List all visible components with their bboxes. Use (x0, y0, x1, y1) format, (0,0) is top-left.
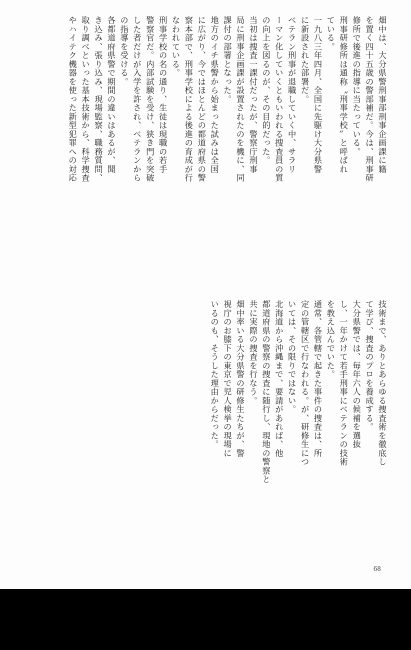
text-line: 当初は捜査一課付だったが、警察庁刑事 (248, 16, 259, 174)
text-line: いては、その限りではない。 (287, 300, 298, 414)
text-line: 察本部で、刑事学校による後進の育成が行 (184, 16, 195, 183)
text-line: を教え込んでいた。 (326, 300, 337, 379)
text-line: て学び、捜査のプロを養成する。 (365, 300, 376, 432)
text-line: 取り調べといった基本技術から、科学捜査 (81, 16, 92, 183)
text-line: した者だけが入学を許され、ベテランから (132, 16, 143, 183)
text-line: に新設された部署だ。 (300, 16, 311, 104)
text-line: し、一年かけて若手刑事にベテランの技術 (339, 300, 350, 467)
text-line: 都道府県の警察の捜査に随行し、現地の警察と (261, 300, 272, 484)
text-line: 修所で後進の指導に当たっている。 (352, 16, 363, 156)
text-line: 地方のイチ県警から始まった試みは全国 (210, 16, 221, 174)
text-line: 一九八三年四月、全国に先駆け大分県警 (313, 16, 324, 174)
text-line: 通常、各管轄で起きた事件の捜査は、所 (313, 300, 324, 458)
text-line: 畑中は、大分県警刑事部刑事企画課に籍 (378, 16, 388, 174)
text-line: 畑中率いる大分県警の研修生たちが、警 (236, 300, 247, 458)
text-line: 技術まで、ありとあらゆる捜査術を徹底し (378, 300, 388, 467)
text-line: 大分県警では、毎年六人の候補を選抜 (352, 300, 363, 449)
text-line: やハイテク機器を使った新型犯罪への対応 (68, 16, 79, 183)
text-line: 刑事研修所は通称〝刑事学校〟と呼ばれ (339, 16, 350, 174)
text-line: 視庁のお膝下の東京で児人検挙の現場に (223, 300, 234, 458)
text-line: ーマン化していくともいわれる捜査員の質 (274, 16, 285, 183)
text-line: 刑事学校の名の通り、生徒は現職の若手 (158, 16, 169, 174)
text-line: の指導を受ける。 (119, 16, 130, 86)
text-line: に広がり、今ではほとんどの都道府県の警 (197, 16, 208, 183)
text-line: 北海道から沖縄まで、要請があれば、他 (274, 300, 285, 458)
text-line: を置く四十五歳の警部補だ。今は、刑事研 (365, 16, 376, 183)
text-line: ている。 (326, 16, 337, 51)
text-line: の向上を図るのが、その目的だった。 (261, 16, 272, 165)
page-number: 68 (373, 566, 381, 573)
text-line: 共に実際の捜査を行なう。 (248, 300, 259, 405)
text-line: き込み、張り込み、現場監察、職務質問、 (94, 16, 105, 183)
text-line: なわれている。 (171, 16, 182, 78)
text-line: 警察官だ。内部試験を受け、狭き門を突破 (145, 16, 156, 183)
bottom-black-bar (0, 589, 411, 650)
text-line: 局に刑事企画課が設置されたのを機に、同 (236, 16, 247, 183)
upper-text-block (66, 16, 389, 286)
lower-text-block (208, 300, 389, 562)
text-line: 定の管轄区で行なわれる。が、研修生につ (300, 300, 311, 467)
text-line: ベテラン刑事が退職していく中、サラリ (287, 16, 298, 174)
text-line: いるのも、そうした理由からだった。 (210, 300, 221, 449)
text-line: 課付の部署となった。 (223, 16, 234, 104)
text-line: 各都道府県警で期間の違いはあるが、聞 (106, 16, 117, 174)
